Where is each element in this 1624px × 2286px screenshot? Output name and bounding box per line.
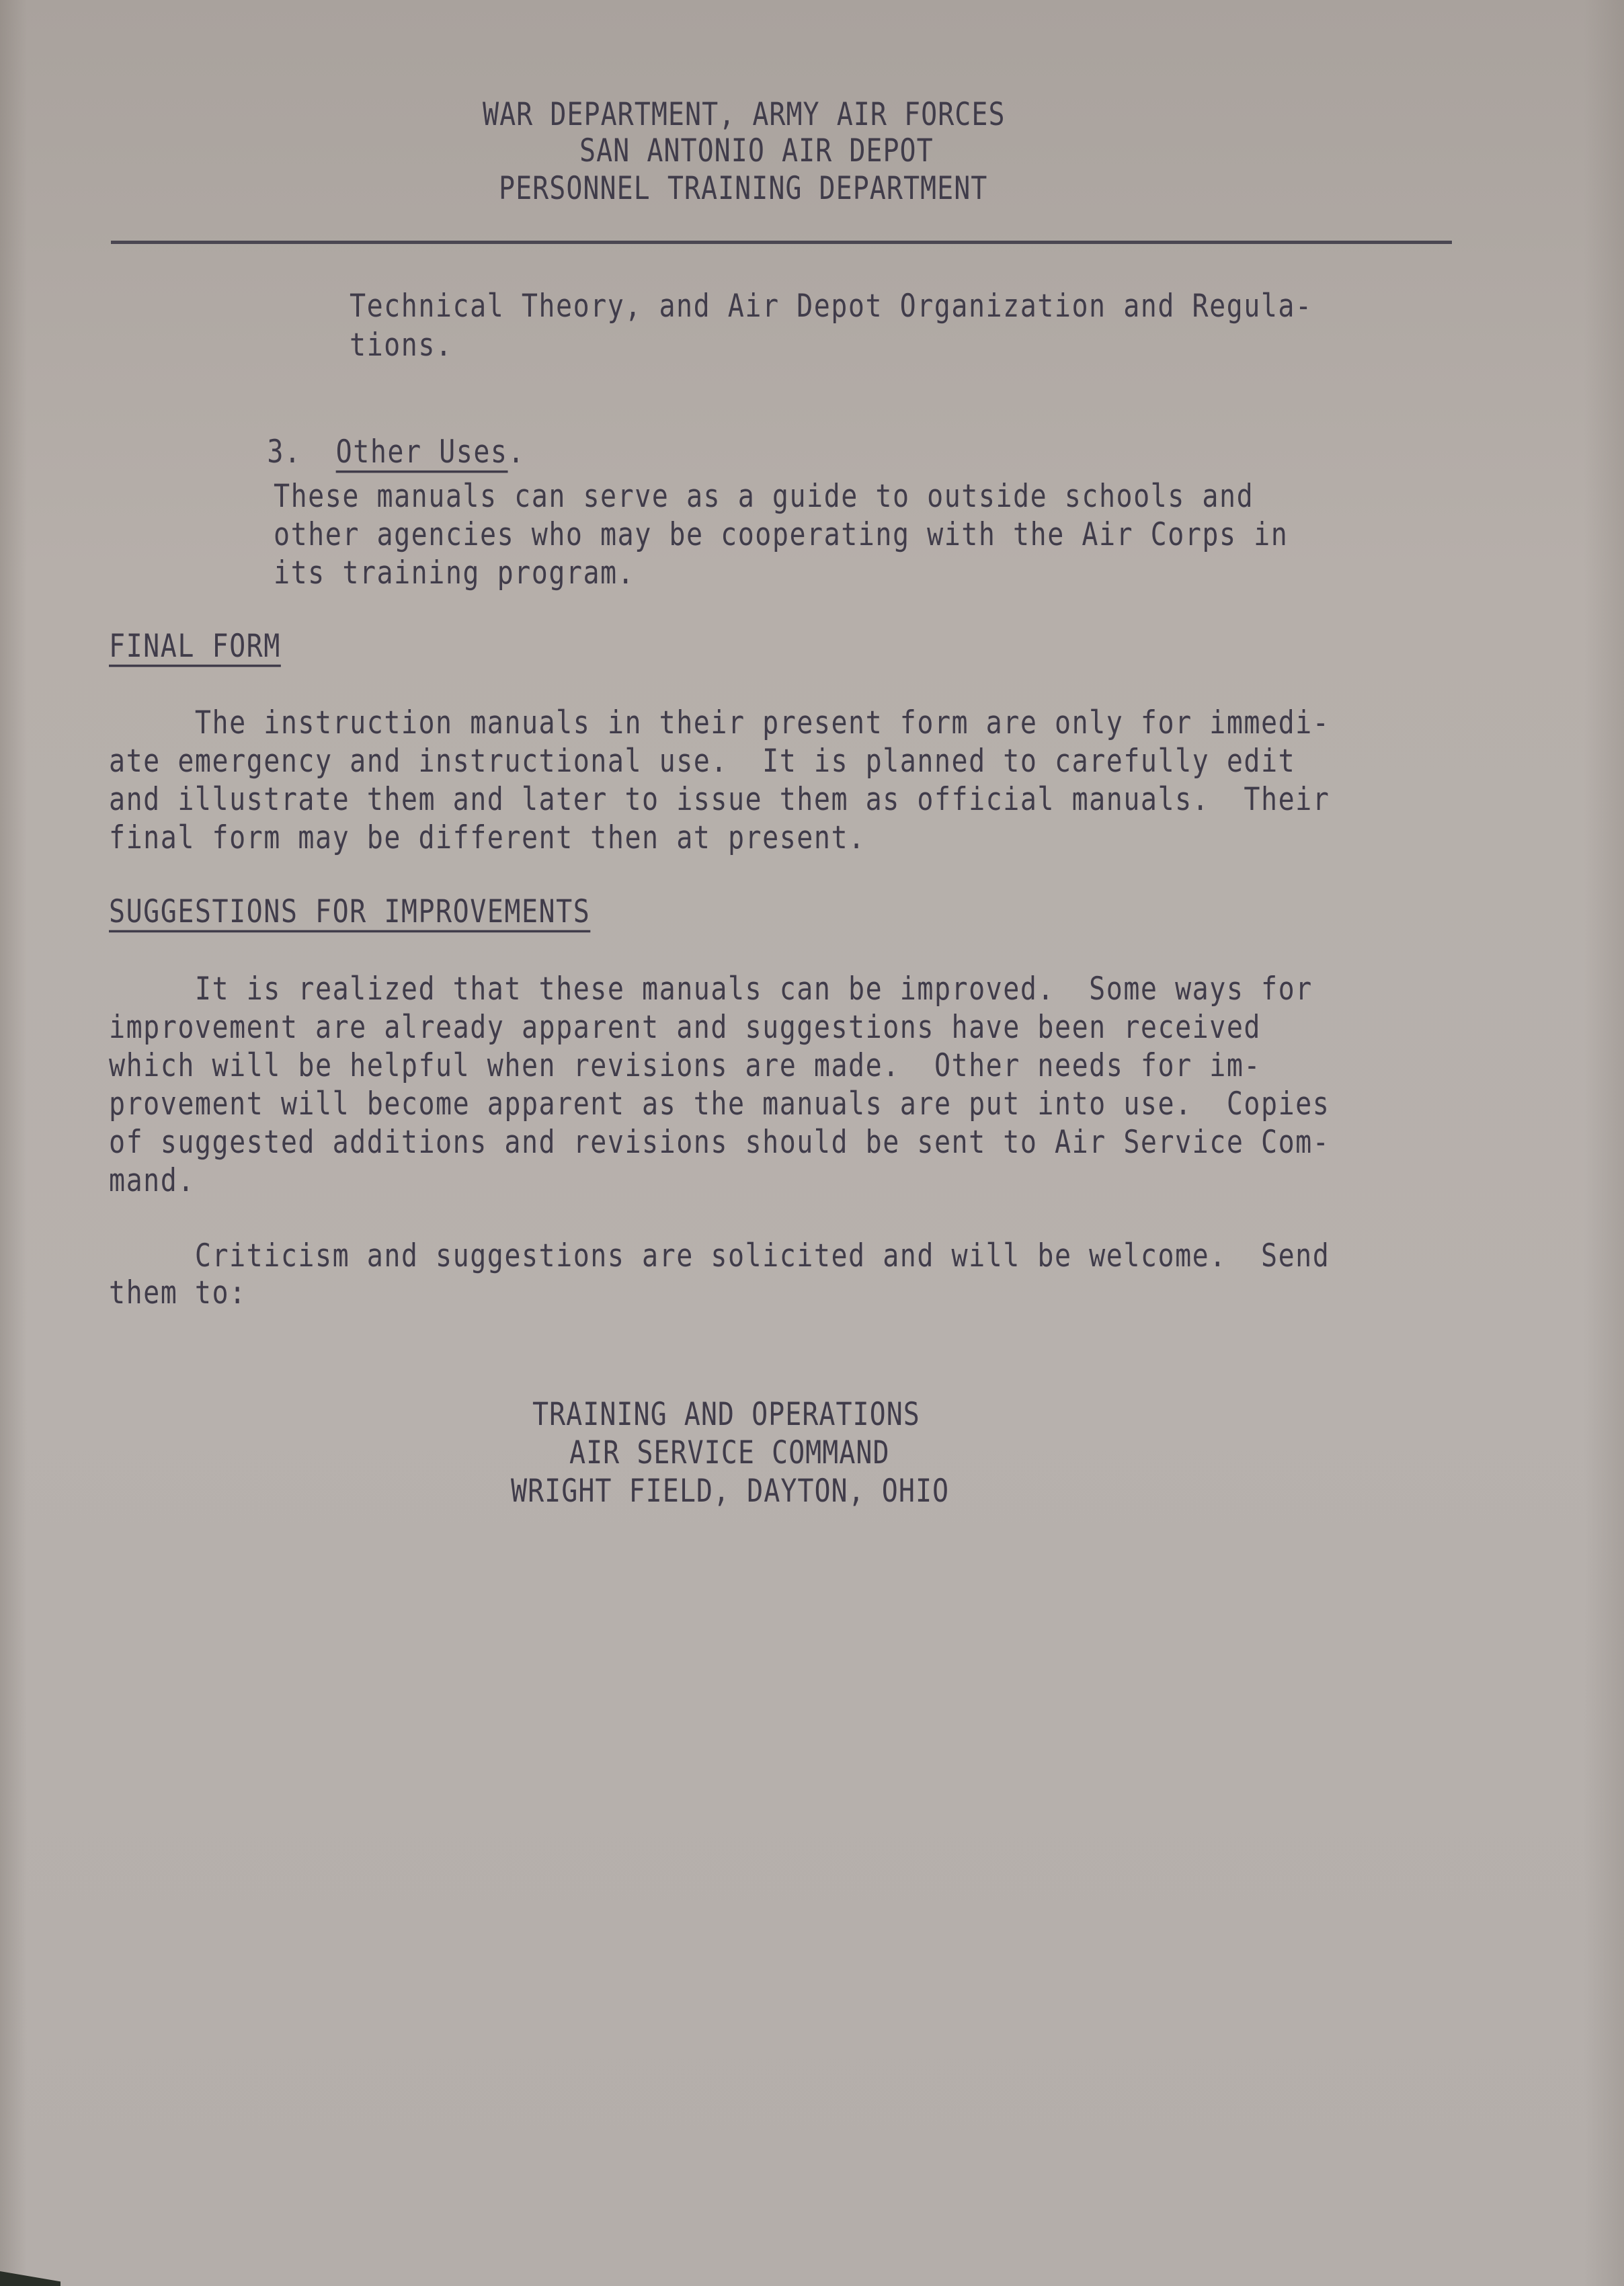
other-uses-number: 3.	[267, 434, 302, 471]
letterhead-line-2: SAN ANTONIO AIR DEPOT	[579, 132, 934, 169]
final-form-text-line-2: ate emergency and instructional use. It is planned to carefully edit	[109, 743, 1296, 780]
criticism-text-line-1: Criticism and suggestions are solicited and will be welcome. Send	[109, 1237, 1330, 1274]
final-form-text-line-1: The instruction manuals in their present form are only for immedi-	[109, 704, 1330, 741]
final-form-text-line-4: final form may be different then at present.	[109, 819, 866, 856]
criticism-text-line-2: them to:	[109, 1274, 247, 1311]
suggestions-text-line-6: mand.	[109, 1162, 195, 1199]
other-uses-text-line-1: These manuals can serve as a guide to outside schools and	[274, 478, 1254, 515]
continuation-line-1: Technical Theory, and Air Depot Organization and Regula-	[350, 288, 1313, 325]
suggestions-text-line-4: provement will become apparent as the manuals are put into use. Copies	[109, 1086, 1330, 1122]
letterhead-line-3: PERSONNEL TRAINING DEPARTMENT	[499, 170, 988, 207]
other-uses-text-line-2: other agencies who may be cooperating with the Air Corps in	[274, 516, 1289, 553]
suggestions-text-line-5: of suggested additions and revisions should be sent to Air Service Com-	[109, 1124, 1330, 1161]
suggestions-text-line-2: improvement are already apparent and suggestions have been received	[109, 1009, 1261, 1046]
address-line-3: WRIGHT FIELD, DAYTON, OHIO	[511, 1473, 950, 1510]
header-divider	[111, 241, 1452, 244]
page-corner-shadow	[0, 2271, 60, 2286]
other-uses-text-line-3: its training program.	[274, 555, 635, 591]
address-line-2: AIR SERVICE COMMAND	[569, 1434, 890, 1471]
suggestions-text-line-1: It is realized that these manuals can be improved. Some ways for	[109, 971, 1313, 1008]
continuation-line-2: tions.	[350, 327, 453, 364]
address-line-1: TRAINING AND OPERATIONS	[532, 1396, 920, 1433]
suggestions-heading: SUGGESTIONS FOR IMPROVEMENTS	[109, 893, 591, 930]
final-form-heading: FINAL FORM	[109, 628, 281, 665]
suggestions-text-line-3: which will be helpful when revisions are made. Other needs for im-	[109, 1047, 1261, 1084]
final-form-text-line-3: and illustrate them and later to issue them as official manuals. Their	[109, 781, 1330, 818]
other-uses-title-suffix: .	[508, 434, 526, 471]
other-uses-title: Other Uses	[335, 434, 508, 471]
letterhead-line-1: WAR DEPARTMENT, ARMY AIR FORCES	[483, 96, 1006, 133]
